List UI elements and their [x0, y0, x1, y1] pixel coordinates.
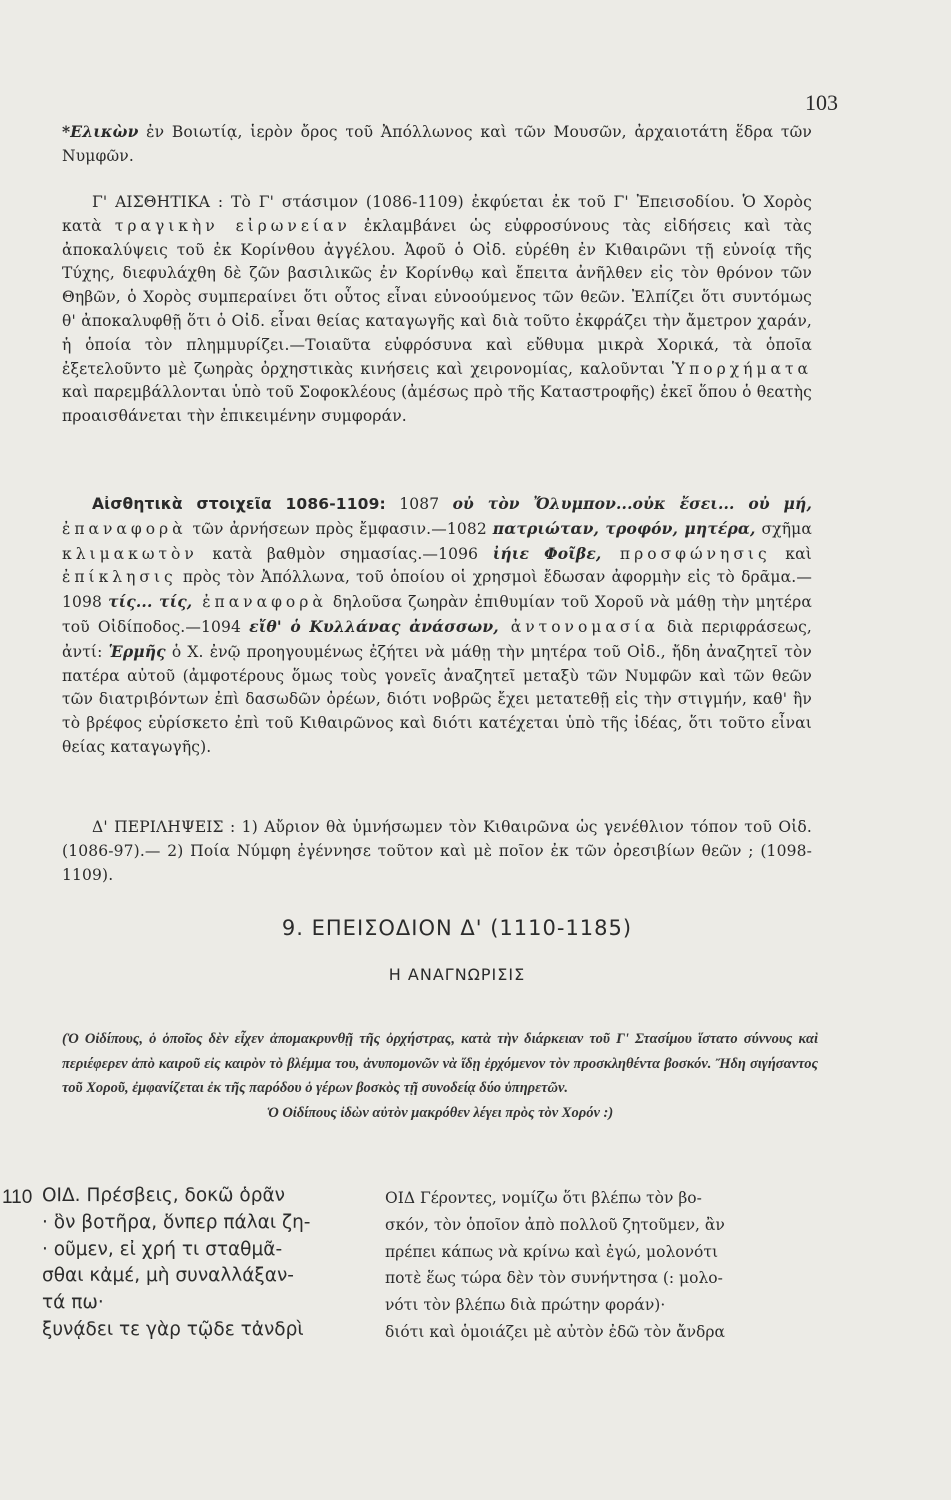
translation-line: πρέπει κάπως νὰ κρίνω καὶ ἐγώ, μολονότι	[385, 1242, 719, 1261]
quote: πατριώταν, τροφόν, μητέρα,	[492, 518, 756, 538]
episode-title: 9. ΕΠΕΙΣΟΔΙΟΝ Δ' (1110-1185)	[281, 916, 633, 940]
translation-line: νότι τὸν βλέπω διὰ πρώτην φοράν)·	[385, 1296, 666, 1315]
verse-line: τά πω·	[42, 1292, 104, 1314]
translation-line: ΟΙΔ Γέροντες, νομίζω ὅτι βλέπω τὸν βο-	[385, 1189, 702, 1207]
spaced-term: ἐπαναφορὰ	[62, 519, 187, 538]
verse-line	[42, 1183, 362, 1210]
verse-line: · οῦμεν, εἰ χρή τι σταθμᾶ-	[42, 1238, 283, 1260]
spaced-term: ἐπίκλησις	[62, 568, 177, 587]
spaced-term: Ὑπορχήματα	[671, 359, 812, 378]
stage-direction-last: Ὁ Οἰδίπους ἰδὼν αὐτὸν μακρόθεν λέγει πρὸς τὸν Χορόν :)	[266, 1104, 614, 1121]
section-summaries	[62, 816, 812, 887]
text-run: ὁ Χ. ἐνῷ προηγουμένως ἐζήτει νὰ μάθῃ τὴν μητέρα τοῦ Οἰδ., ἤδη ἀναζητεῖ τὸν πατέρα αὐτοῦ (ἀμφοτέρους ὅμως τοὺς γονεῖς ἀναζητεῖ μεταξὺ τῶν Νυμφῶν καὶ τῶν θεῶν τῶν διατριβόντων ἐπὶ δασωδῶν ὀρέων, διότι νοβρῶς ἔχει μετατεθῇ εἰς τὴν στιγμήν, καθ' ἣν τὸ βρέφος εὑρίσκετο ἐπὶ τοῦ Κιθαιρῶνος καὶ διότι κατέχεται ὑπὸ τῆς ἰδέας, ὅτι τοῦτο εἶναι θείας καταγωγῆς).	[62, 642, 812, 756]
spaced-term: τραγικὴν εἰρωνείαν	[114, 216, 351, 235]
quote: οὐ τὸν Ὄλυμπον...οὐκ ἔσει... οὐ μή,	[452, 494, 812, 513]
spaced-term: κλιμακωτὸν	[62, 544, 198, 563]
quote: τίς... τίς,	[108, 592, 193, 612]
footnote-helicon	[62, 120, 812, 169]
verse-line: ξυνᾴδει τε γὰρ τῷδε τἀνδρὶ	[42, 1318, 304, 1340]
ancient-greek-text	[42, 1183, 362, 1344]
section-label: Γ' ΑΙΣΘΗΤΙΚΑ :	[92, 193, 224, 211]
spaced-term: ἐπαναφορὰ	[192, 593, 327, 612]
translation-line: διότι καὶ ὁμοιάζει μὲ αὐτὸν ἐδῶ τὸν ἄνδρα	[385, 1322, 725, 1341]
verse-text: Πρέσβεις, δοκῶ ὁρᾶν	[80, 1185, 286, 1206]
term-helicon: *Ελικὼν	[62, 122, 139, 141]
section-aesthetics	[62, 191, 812, 429]
text-run: κατὰ βαθμὸν σημασίας.—1096	[197, 544, 493, 563]
text-run: διὰ περιφράσεως, ἀντί:	[62, 617, 812, 661]
section-label: Δ' ΠΕΡΙΛΗΨΕΙΣ :	[92, 818, 236, 836]
text-run: 1087	[385, 495, 453, 513]
section-label: Αἰσθητικὰ στοιχεῖα 1086-1109:	[92, 495, 386, 513]
text-run: δηλοῦσα ζωηρὰν ἐπιθυμίαν τοῦ Χοροῦ νὰ μάθῃ τὴν μητέρα τοῦ Οἰδίποδος.—1094	[62, 593, 812, 636]
quote: ἰήιε Φοῖβε,	[492, 543, 602, 563]
text-run: 1) Αὔριον θὰ ὑμνήσωμεν τὸν Κιθαιρῶνα ὡς γενέθλιον τόπον τοῦ Οἰδ. (1086-97).— 2) Ποία Νύμφη ἐγέννησε τοῦτον καὶ μὲ ποῖον ἐκ τῶν ὀρεσιβίων θεῶν ; (1098-1109).	[62, 818, 812, 884]
speaker: ΟΙΔ.	[42, 1185, 81, 1206]
footnote-text: ἐν Βοιωτίᾳ, ἱερὸν ὄρος τοῦ Ἀπόλλωνος καὶ τῶν Μουσῶν, ἀρχαιοτάτη ἕδρα τῶν Νυμφῶν.	[62, 123, 812, 165]
verse-line-number: 110	[2, 1187, 33, 1208]
verse-line: σθαι κἀμέ, μὴ συναλλάξαν-	[42, 1265, 294, 1287]
text-run: ἐκλαμβάνει ὡς εὐφροσύνους τὰς εἰδήσεις καὶ τὰς ἀποκαλύψεις τοῦ ἐκ Κορίνθου ἀγγέλου. Ἀφοῦ ὁ Οἰδ. εὑρέθη ἐν Κιθαιρῶνι τῇ εὐνοίᾳ τῆς Τύχης, διεφυλάχθη δὲ ζῶν βασιλικῶς ἐν Κορίνθῳ καὶ ἔπειτα ἀνῆλθεν εἰς τὸν θρόνον τῶν Θηβῶν, ὁ Χορὸς συμπεραίνει ὅτι οὗτος εἶναι εὐνοούμενος τῶν θεῶν. Ἐλπίζει ὅτι συντόμως θ' ἀποκαλυφθῇ ὅτι ὁ Οἰδ. εἶναι θείας καταγωγῆς καὶ διὰ τοῦτο ἐκφράζει τὴν ἄμετρον χαράν, ἡ ὁποία τὸν πλημμυρίζει.—Τοιαῦτα εὐφρόσυνα καὶ εὔθυμα μικρὰ Χορικά, τὰ ὁποῖα ἐξετελοῦντο μὲ ζωηρὰς ὀρχηστικὰς κινήσεις καὶ χειρονομίας, καλοῦνται	[62, 216, 812, 378]
verse-line: · ὃν βοτῆρα, ὅνπερ πάλαι ζη-	[42, 1211, 311, 1233]
episode-subtitle: Η ΑΝΑΓΝΩΡΙΣΙΣ	[388, 965, 526, 984]
quote: εἴθ' ὁ Κυλλάνας ἀνάσσων,	[249, 616, 499, 636]
section-aesthetic-elements	[62, 492, 812, 760]
text-run: πρὸς τὸν Ἀπόλλωνα, τοῦ ὁποίου οἱ χρησμοὶ ἔδωσαν ἀφορμὴν εἰς τὸ δρᾶμα.—1098	[62, 568, 812, 612]
text-run: τῶν ἀρνήσεων πρὸς ἔμφασιν.—1082	[186, 519, 493, 538]
text-run: Τὸ Γ' στάσιμον (1086-1109) ἐκφύεται ἐκ τοῦ Γ' Ἐπεισοδίου. Ὁ Χορὸς κατὰ	[62, 193, 812, 235]
translation-line: σκόν, τὸν ὁποῖον ἀπὸ πολλοῦ ζητοῦμεν, ἂν	[385, 1215, 725, 1234]
translation-text	[385, 1185, 815, 1346]
text-run: καὶ παρεμβάλλονται ὑπὸ τοῦ Σοφοκλέους (ἀμέσως πρὸ τῆς Καταστροφῆς) ἐκεῖ ὅπου ὁ θεατὴς προαισθάνεται τὴν ἐπικειμένην συμφοράν.	[62, 383, 812, 426]
text-run: καὶ	[770, 544, 812, 563]
stage-direction	[62, 1027, 818, 1125]
quote: Ἑρμῆς	[108, 641, 166, 661]
spaced-term: ἀντονομασία	[498, 617, 659, 636]
page-number: 103	[805, 90, 838, 115]
spaced-term: προσφώνησις	[601, 544, 771, 563]
translation-line: ποτὲ ἕως τώρα δὲν τὸν συνήντησα (: μολο-	[385, 1269, 723, 1288]
text-run: σχῆμα	[755, 519, 812, 538]
stage-direction-body: (Ὁ Οἰδίπους, ὁ ὁποῖος δὲν εἶχεν ἀπομακρυνθῇ τῆς ὀρχήστρας, κατὰ τὴν διάρκειαν τοῦ Γ' Στασίμου ἵστατο σύννους καὶ περιέφερεν ἀπὸ καιροῦ εἰς καιρὸν τὸ βλέμμα του, ἀνυπομονῶν νὰ ἴδῃ ἐρχόμενον τὸν προσκληθέντα βοσκόν. Ἤδη σιγήσαντος τοῦ Χοροῦ, ἐμφανίζεται ἐκ τῆς παρόδου ὁ γέρων βοσκὸς τῇ συνοδείᾳ δύο ὑπηρετῶν.	[62, 1031, 818, 1096]
